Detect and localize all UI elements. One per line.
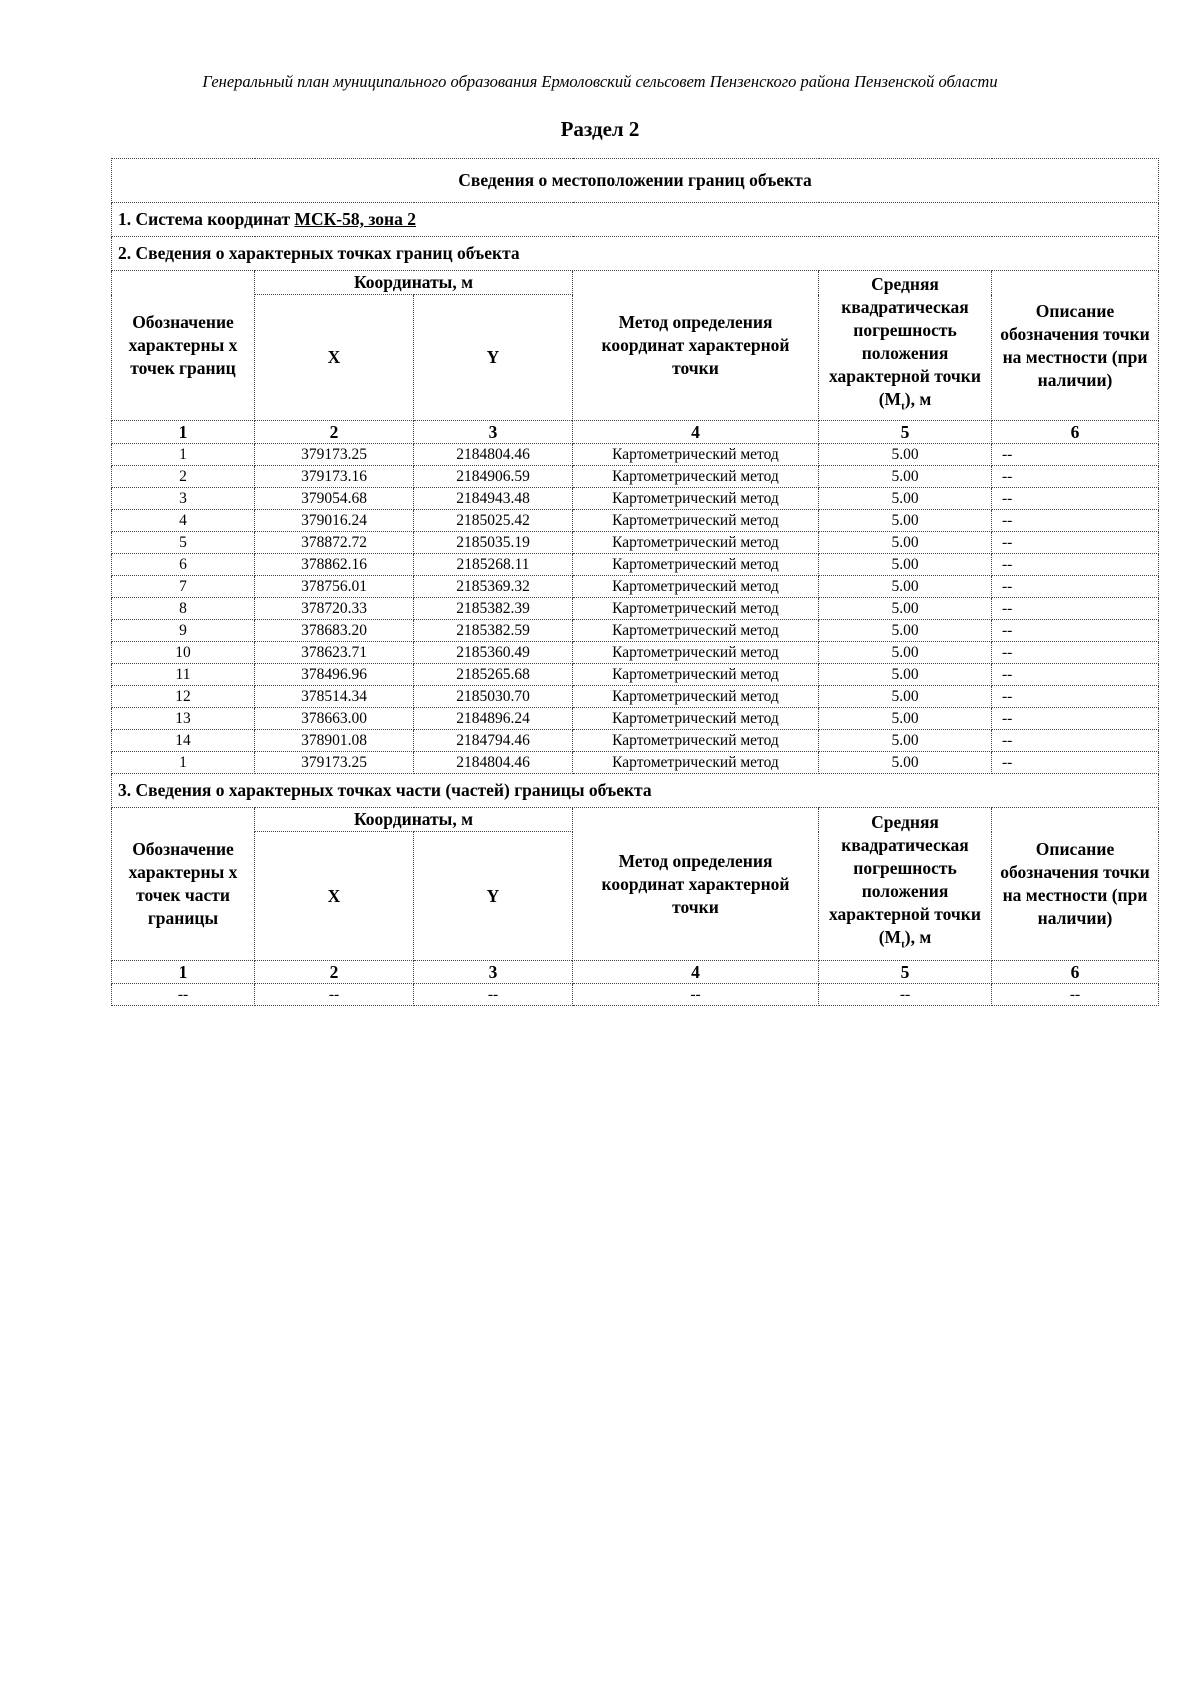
point-id-cell: 1 — [112, 444, 255, 466]
method-cell: Картометрический метод — [573, 466, 819, 488]
x-cell: 379173.25 — [255, 752, 414, 774]
y-cell: 2185035.19 — [414, 532, 573, 554]
point-id-cell: 14 — [112, 730, 255, 752]
point-id-cell: 3 — [112, 488, 255, 510]
description-cell: -- — [992, 752, 1159, 774]
error-cell: 5.00 — [819, 642, 992, 664]
column-number: 4 — [573, 961, 819, 984]
section-title: Раздел 2 — [560, 117, 640, 141]
method-cell: Картометрический метод — [573, 708, 819, 730]
error-cell: 5.00 — [819, 532, 992, 554]
table-row — [112, 984, 1159, 1006]
error-cell: 5.00 — [819, 510, 992, 532]
point-id-cell: 1 — [112, 752, 255, 774]
method-cell: Картометрический метод — [573, 444, 819, 466]
error-cell: 5.00 — [819, 554, 992, 576]
table-row — [112, 488, 1159, 510]
y-cell: 2185369.32 — [414, 576, 573, 598]
method-cell: Картометрический метод — [573, 686, 819, 708]
point-id-cell: 9 — [112, 620, 255, 642]
column-number: 1 — [112, 421, 255, 444]
column-number: 4 — [573, 421, 819, 444]
method-cell: Картометрический метод — [573, 532, 819, 554]
description-cell: -- — [992, 598, 1159, 620]
error-cell: 5.00 — [819, 466, 992, 488]
description-cell: -- — [992, 730, 1159, 752]
header-error-text-2: Средняя квадратическая погрешность положения характерной точки (M — [829, 812, 981, 948]
description-cell: -- — [992, 576, 1159, 598]
error-cell: 5.00 — [819, 730, 992, 752]
coord-system-prefix: 1. Система координат — [118, 209, 295, 229]
header-error-unit: ), м — [904, 388, 932, 409]
x-cell: -- — [255, 984, 414, 1006]
point-id-cell: 4 — [112, 510, 255, 532]
table-row — [112, 532, 1159, 554]
column-number: 2 — [255, 421, 414, 444]
column-number: 6 — [992, 421, 1159, 444]
y-cell: 2184794.46 — [414, 730, 573, 752]
header-designation-2: Обозначение характерны х точек части границы — [112, 808, 255, 961]
description-cell: -- — [992, 510, 1159, 532]
x-cell: 378872.72 — [255, 532, 414, 554]
y-cell: 2184896.24 — [414, 708, 573, 730]
document-header: Генеральный план муниципального образования Ермоловский сельсовет Пензенского района Пензенской области — [202, 72, 998, 91]
table-row — [112, 752, 1159, 774]
y-cell: 2185382.59 — [414, 620, 573, 642]
header-y-2: Y — [414, 832, 573, 961]
x-cell: 378683.20 — [255, 620, 414, 642]
description-cell: -- — [992, 554, 1159, 576]
table-row — [112, 708, 1159, 730]
description-cell: -- — [992, 664, 1159, 686]
table-row — [112, 664, 1159, 686]
y-cell: 2185268.11 — [414, 554, 573, 576]
point-id-cell: 8 — [112, 598, 255, 620]
header-y: Y — [414, 295, 573, 421]
header-error — [819, 271, 992, 421]
column-number: 3 — [414, 421, 573, 444]
description-cell: -- — [992, 686, 1159, 708]
point-id-cell: 11 — [112, 664, 255, 686]
error-cell: 5.00 — [819, 576, 992, 598]
section1-rows — [112, 444, 1159, 774]
table-row — [112, 642, 1159, 664]
header-error-unit-2: ), м — [904, 927, 932, 948]
table-row — [112, 576, 1159, 598]
table-row — [112, 554, 1159, 576]
error-cell: 5.00 — [819, 444, 992, 466]
point-id-cell: 7 — [112, 576, 255, 598]
x-cell: 379016.24 — [255, 510, 414, 532]
description-cell: -- — [992, 984, 1159, 1006]
point-id-cell: 5 — [112, 532, 255, 554]
method-cell: Картометрический метод — [573, 554, 819, 576]
description-cell: -- — [992, 444, 1159, 466]
column-number: 1 — [112, 961, 255, 984]
method-cell: Картометрический метод — [573, 510, 819, 532]
table-row — [112, 466, 1159, 488]
point-id-cell: 10 — [112, 642, 255, 664]
method-cell: Картометрический метод — [573, 488, 819, 510]
header-error-2 — [819, 808, 992, 961]
error-cell: 5.00 — [819, 708, 992, 730]
header-error-text: Средняя квадратическая погрешность положения характерной точки (M — [829, 273, 981, 409]
column-number: 6 — [992, 961, 1159, 984]
error-cell: 5.00 — [819, 620, 992, 642]
table-row — [112, 598, 1159, 620]
method-cell: Картометрический метод — [573, 752, 819, 774]
column-number: 5 — [819, 961, 992, 984]
header-error-sub: t — [901, 400, 905, 413]
header-description: Описание обозначения точки на местности (при наличии) — [992, 271, 1159, 421]
method-cell: Картометрический метод — [573, 664, 819, 686]
section2-title: 3. Сведения о характерных точках части (частей) границы объекта — [112, 774, 1159, 808]
point-id-cell: 13 — [112, 708, 255, 730]
column-number: 5 — [819, 421, 992, 444]
x-cell: 379173.16 — [255, 466, 414, 488]
description-cell: -- — [992, 488, 1159, 510]
method-cell: Картометрический метод — [573, 598, 819, 620]
y-cell: 2185360.49 — [414, 642, 573, 664]
table-row — [112, 620, 1159, 642]
description-cell: -- — [992, 642, 1159, 664]
x-cell: 378756.01 — [255, 576, 414, 598]
x-cell: 378623.71 — [255, 642, 414, 664]
x-cell: 379054.68 — [255, 488, 414, 510]
table-row — [112, 686, 1159, 708]
table-title: Сведения о местоположении границ объекта — [112, 159, 1159, 203]
description-cell: -- — [992, 708, 1159, 730]
header-x-2: X — [255, 832, 414, 961]
x-cell: 378514.34 — [255, 686, 414, 708]
header-method-2: Метод определения координат характерной точки — [573, 808, 819, 961]
description-cell: -- — [992, 620, 1159, 642]
y-cell: 2184943.48 — [414, 488, 573, 510]
coord-system-value: МСК-58, зона 2 — [294, 209, 416, 229]
x-cell: 378901.08 — [255, 730, 414, 752]
description-cell: -- — [992, 532, 1159, 554]
header-x: X — [255, 295, 414, 421]
point-id-cell: -- — [112, 984, 255, 1006]
description-cell: -- — [992, 466, 1159, 488]
column-number: 2 — [255, 961, 414, 984]
section2-rows — [112, 984, 1159, 1006]
column-number: 3 — [414, 961, 573, 984]
method-cell: Картометрический метод — [573, 642, 819, 664]
table-row — [112, 444, 1159, 466]
x-cell: 379173.25 — [255, 444, 414, 466]
error-cell: 5.00 — [819, 664, 992, 686]
header-designation: Обозначение характерны х точек границ — [112, 271, 255, 421]
y-cell: 2184804.46 — [414, 444, 573, 466]
method-cell: Картометрический метод — [573, 576, 819, 598]
point-id-cell: 2 — [112, 466, 255, 488]
y-cell: 2185382.39 — [414, 598, 573, 620]
method-cell: Картометрический метод — [573, 620, 819, 642]
coord-system-row — [112, 203, 1159, 237]
header-error-sub-2: t — [901, 938, 905, 951]
method-cell: -- — [573, 984, 819, 1006]
y-cell: 2185265.68 — [414, 664, 573, 686]
error-cell: -- — [819, 984, 992, 1006]
column-numbers-row-2 — [112, 961, 1159, 984]
table-row — [112, 730, 1159, 752]
x-cell: 378663.00 — [255, 708, 414, 730]
x-cell: 378720.33 — [255, 598, 414, 620]
y-cell: 2185025.42 — [414, 510, 573, 532]
section1-title: 2. Сведения о характерных точках границ объекта — [112, 237, 1159, 271]
error-cell: 5.00 — [819, 686, 992, 708]
x-cell: 378862.16 — [255, 554, 414, 576]
header-method: Метод определения координат характерной точки — [573, 271, 819, 421]
header-description-2: Описание обозначения точки на местности (при наличии) — [992, 808, 1159, 961]
point-id-cell: 12 — [112, 686, 255, 708]
header-coords: Координаты, м — [255, 271, 573, 295]
table-row — [112, 510, 1159, 532]
y-cell: -- — [414, 984, 573, 1006]
error-cell: 5.00 — [819, 752, 992, 774]
y-cell: 2184906.59 — [414, 466, 573, 488]
y-cell: 2185030.70 — [414, 686, 573, 708]
error-cell: 5.00 — [819, 488, 992, 510]
x-cell: 378496.96 — [255, 664, 414, 686]
header-coords-2: Координаты, м — [255, 808, 573, 832]
error-cell: 5.00 — [819, 598, 992, 620]
boundary-table — [111, 158, 1159, 1006]
method-cell: Картометрический метод — [573, 730, 819, 752]
y-cell: 2184804.46 — [414, 752, 573, 774]
column-numbers-row — [112, 421, 1159, 444]
point-id-cell: 6 — [112, 554, 255, 576]
